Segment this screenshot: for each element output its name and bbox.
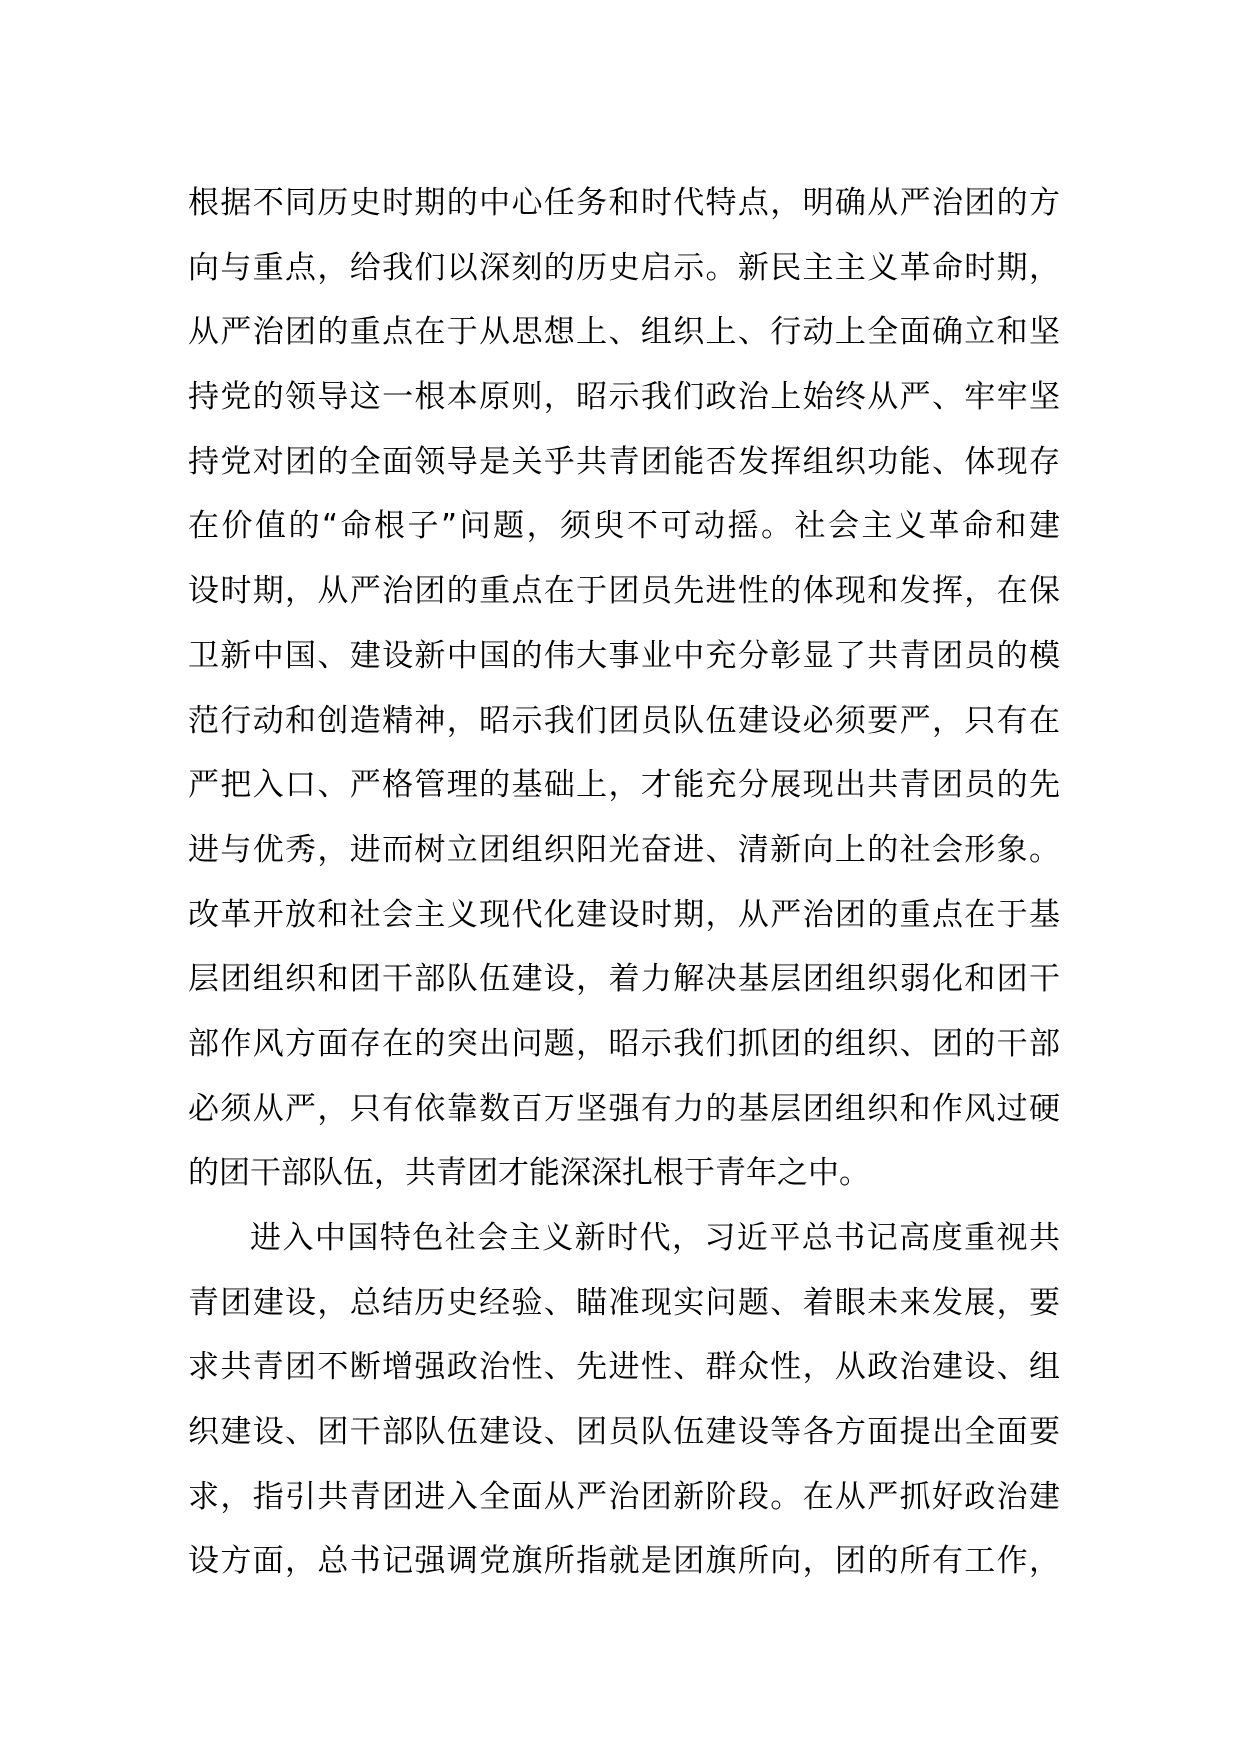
text-line: 求，指引共青团进入全面从严治团新阶段。在从严抓好政治建	[188, 1478, 1060, 1515]
body-text	[188, 171, 1060, 1594]
text-line: 从严治团的重点在于从思想上、组织上、行动上全面确立和坚	[188, 314, 1060, 351]
text-line: 持党的领导这一根本原则，昭示我们政治上始终从严、牢牢坚	[188, 379, 1060, 416]
text-line: 改革开放和社会主义现代化建设时期，从严治团的重点在于基	[188, 896, 1060, 933]
text-line: 部作风方面存在的突出问题，昭示我们抓团的组织、团的干部	[188, 1025, 1060, 1062]
text-line: 卫新中国、建设新中国的伟大事业中充分彰显了共青团员的模	[188, 637, 1060, 674]
paragraph-2	[188, 1206, 1060, 1594]
text-line: 进入中国特色社会主义新时代，习近平总书记高度重视共	[250, 1220, 1060, 1256]
paragraph-1	[188, 171, 1060, 1206]
text-line: 向与重点，给我们以深刻的历史启示。新民主主义革命时期，	[188, 249, 1060, 286]
text-line: 青团建设，总结历史经验、瞄准现实问题、着眼未来发展，要	[188, 1284, 1060, 1321]
text-line: 进与优秀，进而树立团组织阳光奋进、清新向上的社会形象。	[188, 831, 1060, 868]
text-line: 设方面，总书记强调党旗所指就是团旗所向，团的所有工作，	[188, 1543, 1060, 1580]
text-line: 持党对团的全面领导是关乎共青团能否发挥组织功能、体现存	[188, 443, 1060, 480]
text-line: 织建设、团干部队伍建设、团员队伍建设等各方面提出全面要	[188, 1414, 1060, 1451]
text-line: 的团干部队伍，共青团才能深深扎根于青年之中。	[188, 1155, 870, 1192]
text-line: 设时期，从严治团的重点在于团员先进性的体现和发挥，在保	[188, 573, 1060, 610]
text-line: 层团组织和团干部队伍建设，着力解决基层团组织弱化和团干	[188, 961, 1060, 998]
text-line: 范行动和创造精神，昭示我们团员队伍建设必须要严，只有在	[188, 702, 1060, 739]
text-line: 求共青团不断增强政治性、先进性、群众性，从政治建设、组	[188, 1349, 1060, 1386]
text-line: 根据不同历史时期的中心任务和时代特点，明确从严治团的方	[188, 185, 1060, 221]
text-line: 必须从严，只有依靠数百万坚强有力的基层团组织和作风过硬	[188, 1090, 1060, 1127]
text-line: 在价值的“命根子”问题，须臾不可动摇。社会主义革命和建	[188, 508, 1060, 545]
text-line: 严把入口、严格管理的基础上，才能充分展现出共青团员的先	[188, 767, 1060, 804]
